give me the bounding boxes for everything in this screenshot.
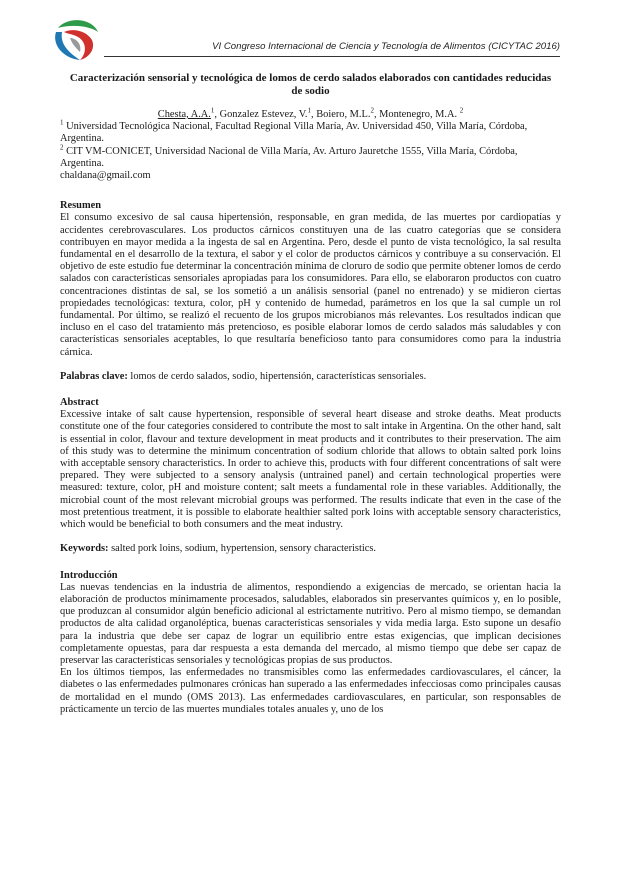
affiliation-1: $^1$ Universidad Tecnológica Nacional, Facultad Regional Villa María, Av. Universidad 450, Villa María, Córdoba, Argentina. <box>60 118 528 145</box>
introduccion-paragraph-1: Las nuevas tendencias en la industria de alimentos, respondiendo a exigencias de mercado, se orientan hacia la elaboración de productos mínimamente procesados, saludables, elaborados sin preservantes químicos y, en lo posible, que produzcan al consumidor algún beneficio adicional al estrictamente nutritivo. Pero al mismo tiempo, se demandan productos de alta calidad organoléptica, buenas características sensoriales y vida media larga. Esto supone un desafío para la industria que debe ser capaz de lograr un equilibrio entre estas exigencias, que implican decisiones completamente opuestas, para dar respuesta a esta demanda del mercado, al mismo tiempo que debe ser capaz de preservar las características sensoriales y tecnológicas propias de sus productos. <box>60 581 561 666</box>
resumen-heading: Resumen <box>60 200 101 212</box>
affiliation-2: $^2$ CIT VM-CONICET, Universidad Nacional de Villa María, Av. Arturo Jauretche 1555, Villa María, Córdoba, Argentina. <box>60 143 518 169</box>
first-author: Chesta, A.A. <box>157 109 211 120</box>
abstract-text: Excessive intake of salt cause hypertension, responsible of several heart disease and stroke deaths. Meat products constitute one of the four categories considered to contribute the most to salt intake in Argentina. On the other hand, salt is essential in color, flavour and texture development in meat products and it contributes to their preservation. The aim of this study was to determine the minimum concentration of sodium chloride that allows to obtain salted pork loins with acceptable sensory characteristics. In order to achieve this, products with four different concentrations of salt were prepared. They were subjected to a sensory analysis (untrained panel) and certain technological properties were measured: texture, color, pH and moisture content; salt meets a fundamental role in these variables. Additionally, the microbial count of the most relevant microbial groups was performed. The results indicate that even in the case of the most pretentious treatment, it is possible to elaborate healthier salted pork loins with acceptable sensory characteristics, which would be beneficial to both consumers and the meat industry. <box>60 409 561 531</box>
abstract-heading: Abstract <box>60 397 99 409</box>
conference-header: VI Congreso Internacional de Ciencia y Tecnología de Alimentos (CICYTAC 2016) <box>212 41 560 52</box>
author-line: Chesta, A.A.$^1$, Gonzalez Estevez, V.$^1$, Boiero, M.L.$^2$, Montenegro, M.A. $^2$ <box>157 106 464 120</box>
contact-email[interactable]: chaldana@gmail.com <box>60 170 151 182</box>
palabras-clave: Palabras clave: lomos de cerdo salados, sodio, hipertensión, características sensoriales. <box>60 370 427 382</box>
introduccion-heading: Introducción <box>60 569 118 581</box>
cicytac-logo-icon <box>52 18 102 62</box>
keywords: Keywords: salted pork loins, sodium, hypertension, sensory characteristics. <box>60 543 376 555</box>
introduccion-paragraph-2: En los últimos tiempos, las enfermedades no transmisibles como las enfermedades cardiovasculares, el cáncer, la diabetes o las enfermedades pulmonares crónicas han superado a las enfermedades infecciosas como principales causas de mortalidad en el mundo (OMS 2013). Las enfermedades cardiovasculares, en particular, son responsables de prácticamente un tercio de las muertes mundiales totales anuales y, uno de los <box>60 667 561 715</box>
paper-body <box>60 72 561 716</box>
resumen-text: El consumo excesivo de sal causa hipertensión, responsable, en gran medida, de las muertes por cardiopatías y accidentes cerebrovasculares. Los productos cárnicos constituyen una de las cuatro categorías que se considera contribuyen en mayor medida a la ingesta de sal en Argentina. Pero, desde el punto de vista tecnológico, la sal resulta fundamental en el desarrollo de la textura, el sabor y el color de productos cárnicos y contribuye a su conservación. El objetivo de este estudio fue determinar la concentración mínima de cloruro de sodio que permite obtener lomos de cerdo salados con características sensoriales apropiadas para los consumidores. Para ello, se elaboraron productos con cuatro concentraciones distintas de sal, se los sometió a un análisis sensorial (panel no entrenado) y se midieron ciertas propiedades tecnológicas: textura, color, pH y contenido de humedad, parámetros en los que la sal cumple un rol fundamental. Por último, se realizó el recuento de los grupos microbianos más relevantes. Los resultados indican que incluso en el caso del tratamiento más pretencioso, es posible elaborar lomos de cerdo salados más saludables y con características sensoriales aceptables, lo que resultaría beneficioso tanto para consumidores como para la industria cárnica. <box>60 212 561 358</box>
paper-title: Caracterización sensorial y tecnológica de lomos de cerdo salados elaborados con cantidades reducidas de sodio <box>69 72 552 97</box>
